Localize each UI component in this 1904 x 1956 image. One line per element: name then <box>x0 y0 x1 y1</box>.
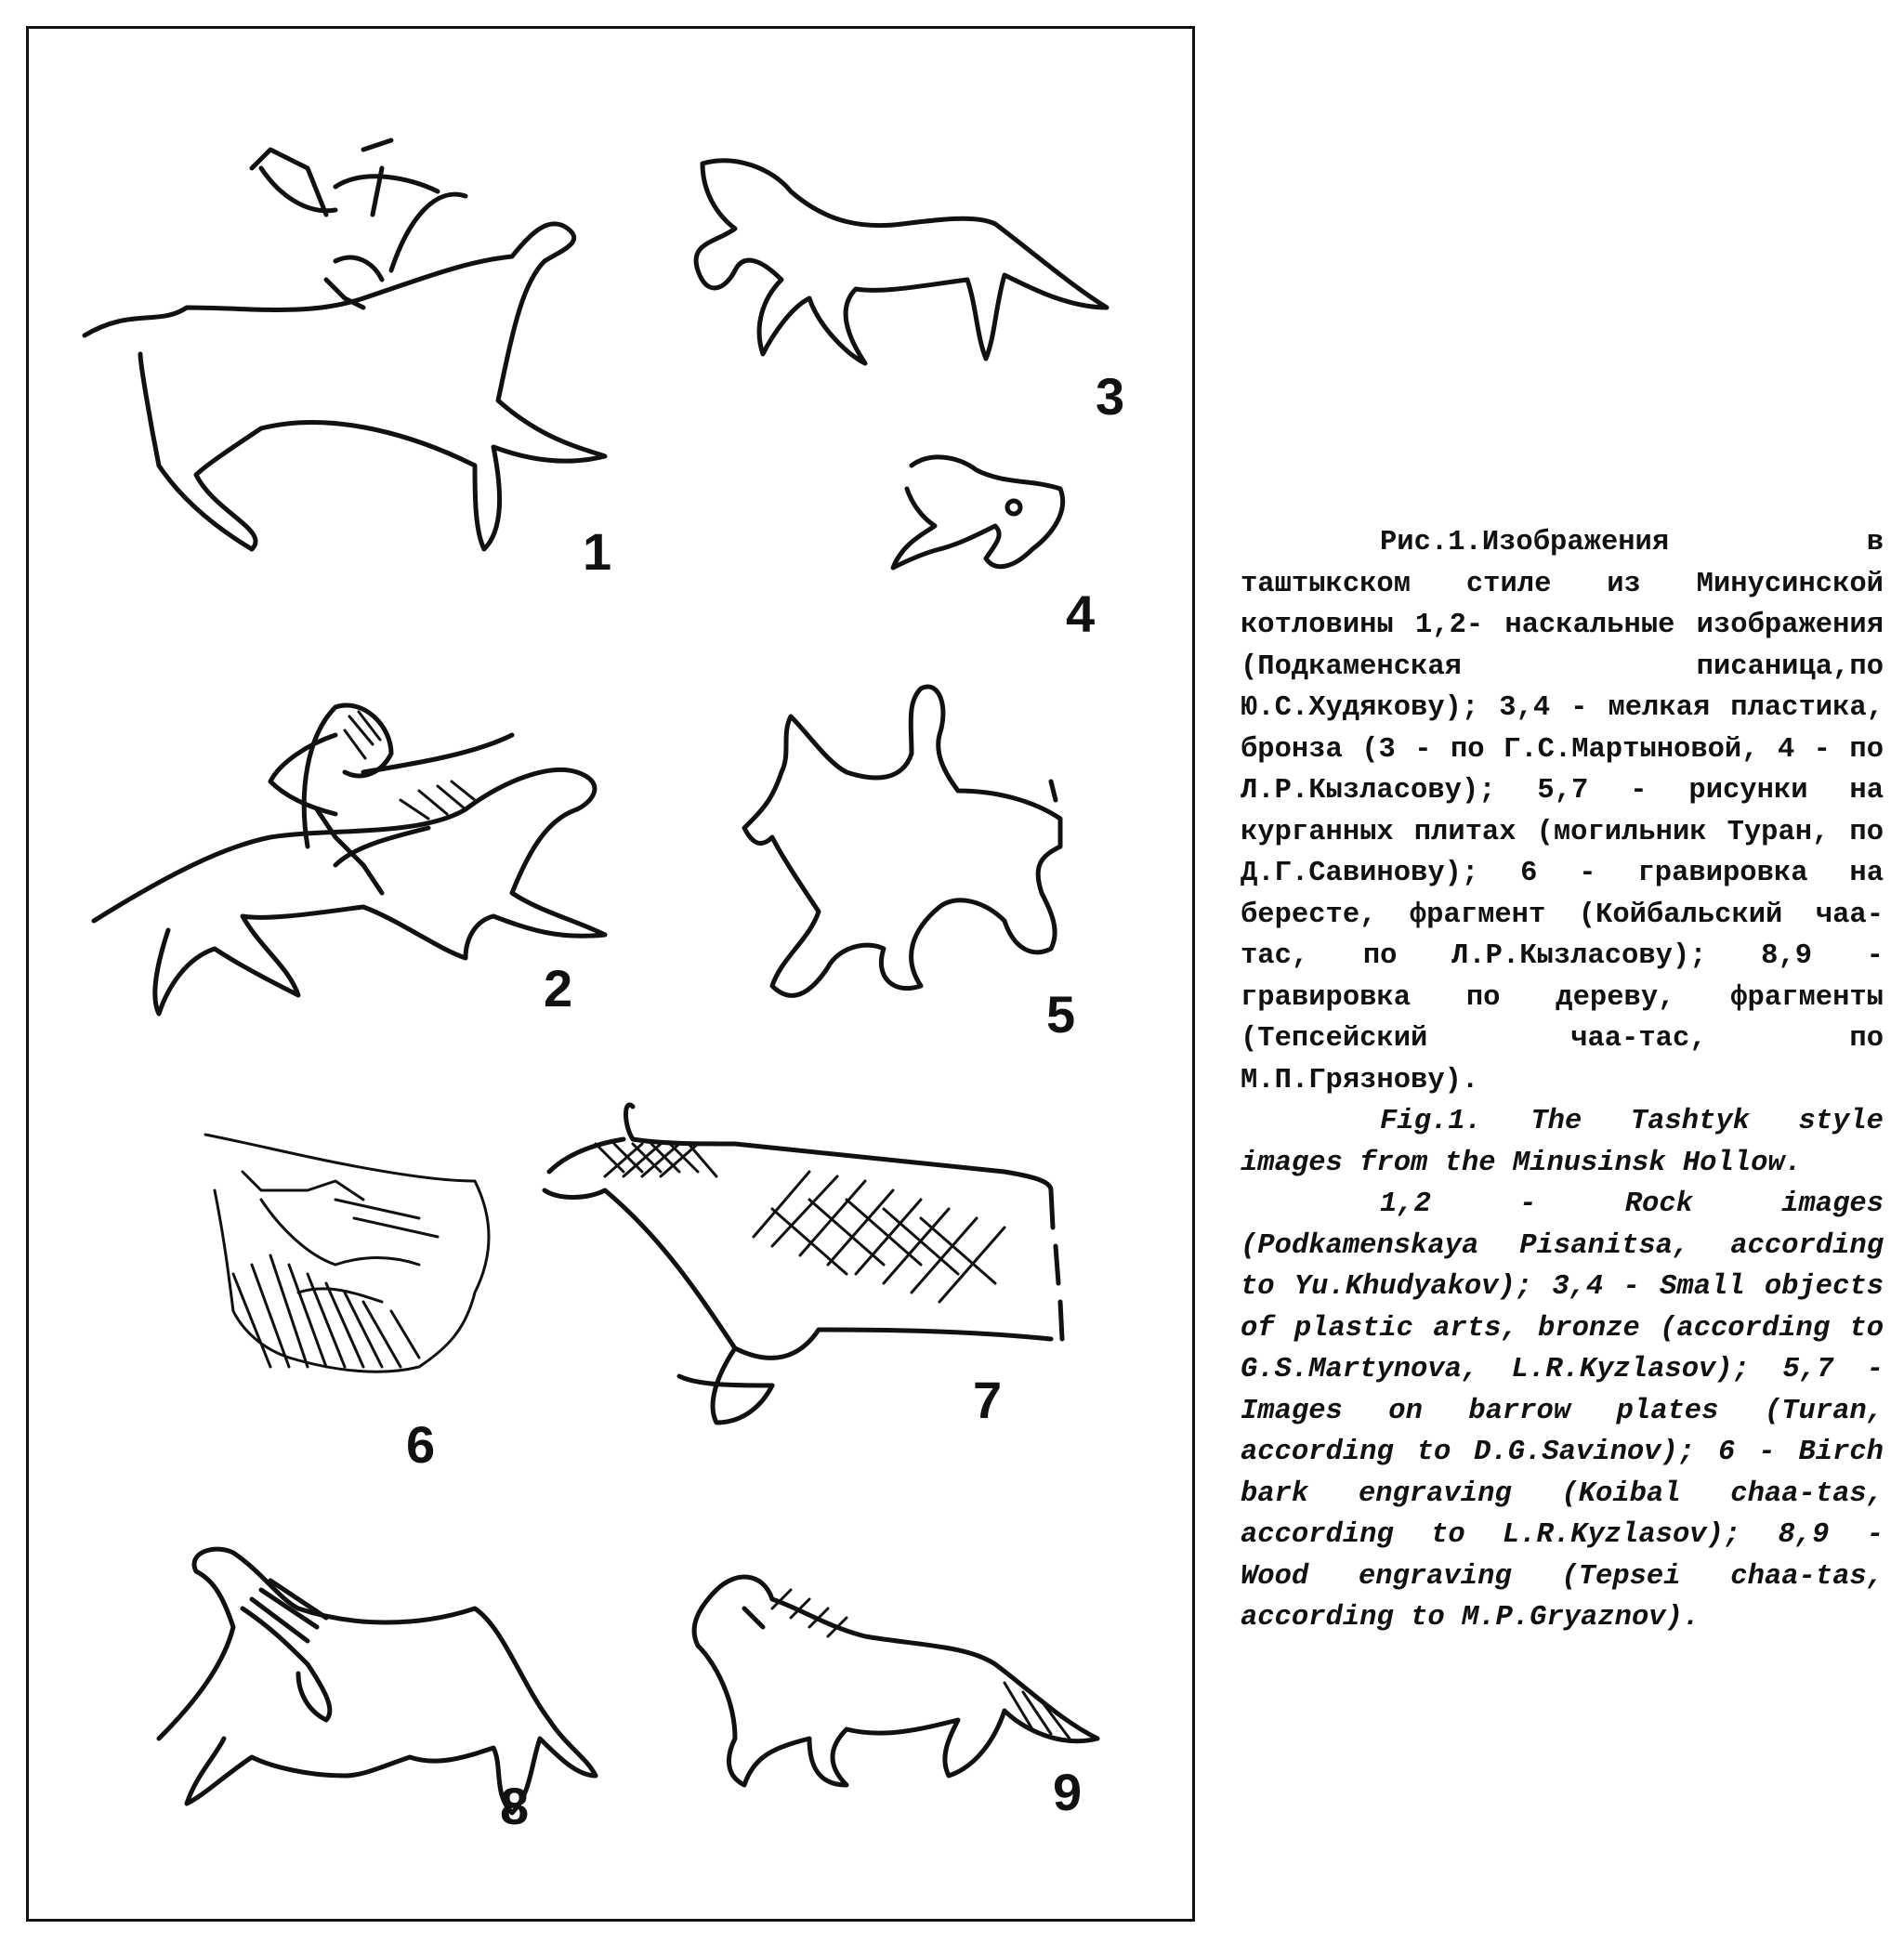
drawing-6-birch-bark-fragment <box>205 1135 489 1372</box>
figure-label-4: 4 <box>1066 584 1096 643</box>
drawing-8-wood-engraving-rider <box>159 1549 596 1813</box>
figure-label-3: 3 <box>1096 367 1125 426</box>
drawing-4-bronze-horse <box>893 457 1063 568</box>
drawing-2-horse-rider <box>94 705 605 1017</box>
drawing-5-barrow-plate-figure <box>744 687 1060 995</box>
figure-plate <box>26 26 1195 1922</box>
drawing-3-bronze-horse <box>696 161 1107 363</box>
drawings-svg <box>29 29 1192 1919</box>
caption-russian: Рис.1.Изображения в таштыкском стиле из Минусинской котловины 1,2- наскальные изображения (Подкаменская писаница,по Ю.С.Худякову); 3,4 - мелкая пластика, бронза (3 - по Г.С.Мартыновой, 4 - по Л.Р.Кызласову); 5,7 - рисунки на курганных плитах (могильник Туран, по Д.Г.Савинову); 6 - гравировка на бересте, фрагмент (Койбальский чаа-тас, по Л.Р.Кызласову); 8,9 - гравировка по дереву, фрагменты (Тепсейский чаа-тас, по М.П.Грязнову). <box>1241 527 1884 1096</box>
figure-label-1: 1 <box>583 522 612 581</box>
figure-label-5: 5 <box>1046 985 1076 1044</box>
figure-label-8: 8 <box>500 1777 530 1835</box>
figure-label-9: 9 <box>1053 1763 1083 1821</box>
figure-label-2: 2 <box>544 959 573 1017</box>
drawing-9-wood-engraving-horse <box>694 1577 1097 1785</box>
caption-english-title: Fig.1. The Tashtyk style images from the Minusinsk Hollow. <box>1241 1106 1884 1179</box>
figure-caption <box>1241 522 1884 1639</box>
figure-label-7: 7 <box>973 1371 1003 1429</box>
drawing-1-horse-rider <box>85 140 605 549</box>
drawing-9-hatching <box>772 1590 1070 1739</box>
figure-label-6: 6 <box>406 1415 436 1474</box>
caption-english-body: 1,2 - Rock images (Podkamenskaya Pisanitsa, according to Yu.Khudyakov); 3,4 - Small objects of plastic arts, bronze (according to G.S.Martynova, L.R.Kyzlasov); 5,7 - Images on barrow plates (Turan, according to D.G.Savinov); 6 - Birch bark engraving (Koibal chaa-tas, according to L.R.Kyzlasov); 8,9 - Wood engraving (Tepsei chaa-tas, according to M.P.Gryaznov). <box>1241 1188 1884 1634</box>
